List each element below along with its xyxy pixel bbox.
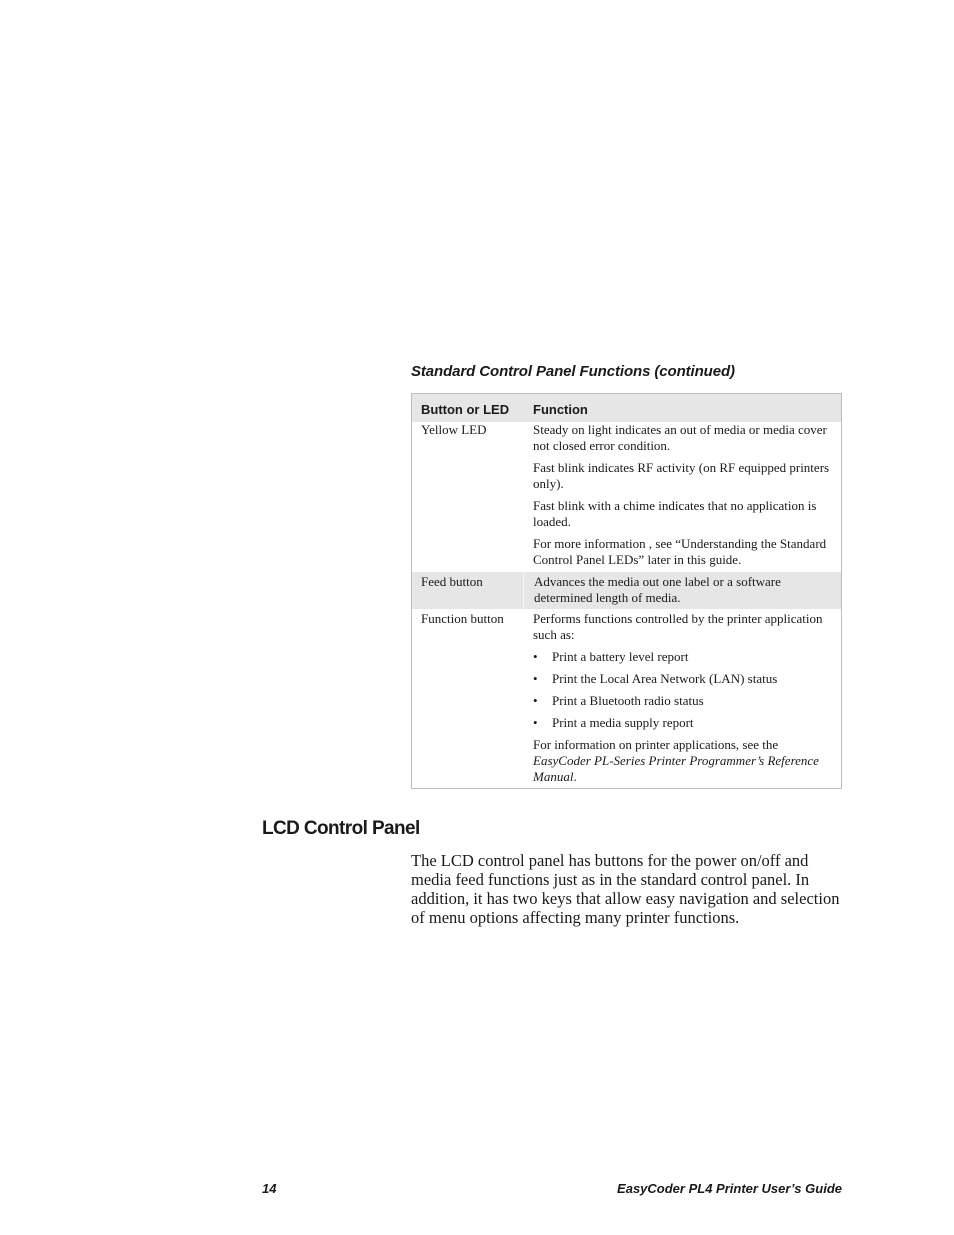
row-function [523,611,841,788]
bullet-item: • Print a media supply report [533,715,694,730]
table-row-function-button [412,609,841,788]
functions-table [411,393,842,789]
column-header-function: Function [533,402,588,417]
function-intro: Performs functions controlled by the printer application such as: [533,611,823,642]
section-heading: LCD Control Panel [262,818,420,839]
bullet-item: • Print a battery level report [533,649,689,664]
row-label: Function button [421,611,504,626]
table-row-yellow-led [412,422,841,572]
row-function [523,422,841,572]
page-number: 14 [262,1181,277,1196]
function-paragraph: For more information , see “Understanding the Standard Control Panel LEDs” later in this guide. [533,536,827,567]
reference-manual-title: EasyCoder PL-Series Printer Programmer’s Reference Manual [533,753,819,784]
table-header-row [412,394,841,422]
body-paragraph: The LCD control panel has buttons for the power on/off and media feed functions just as in the standard control panel. In addition, it has two keys that allow easy navigation and selection of menu options affecting many printer functions. [411,851,840,927]
guide-title: EasyCoder PL4 Printer User’s Guide [617,1181,842,1196]
row-label: Feed button [412,574,524,609]
bullet-item: • Print the Local Area Network (LAN) status [533,671,778,686]
function-paragraph: Steady on light indicates an out of media or media cover not closed error condition. [533,422,827,453]
function-paragraph: Fast blink indicates RF activity (on RF equipped printers only). [533,460,830,491]
function-closing: For information on printer applications, see the EasyCoder PL-Series Printer Programmer’s Reference Manual. [533,737,819,784]
table-row-feed-button [412,572,841,609]
function-paragraph: Fast blink with a chime indicates that no application is loaded. [533,498,817,529]
table-caption: Standard Control Panel Functions (continued) [411,363,735,380]
row-label: Yellow LED [421,422,487,437]
column-header-button-or-led: Button or LED [421,402,510,417]
bullet-item: • Print a Bluetooth radio status [533,693,704,708]
function-paragraph: Advances the media out one label or a software determined length of media. [534,574,781,605]
row-function [524,574,841,609]
